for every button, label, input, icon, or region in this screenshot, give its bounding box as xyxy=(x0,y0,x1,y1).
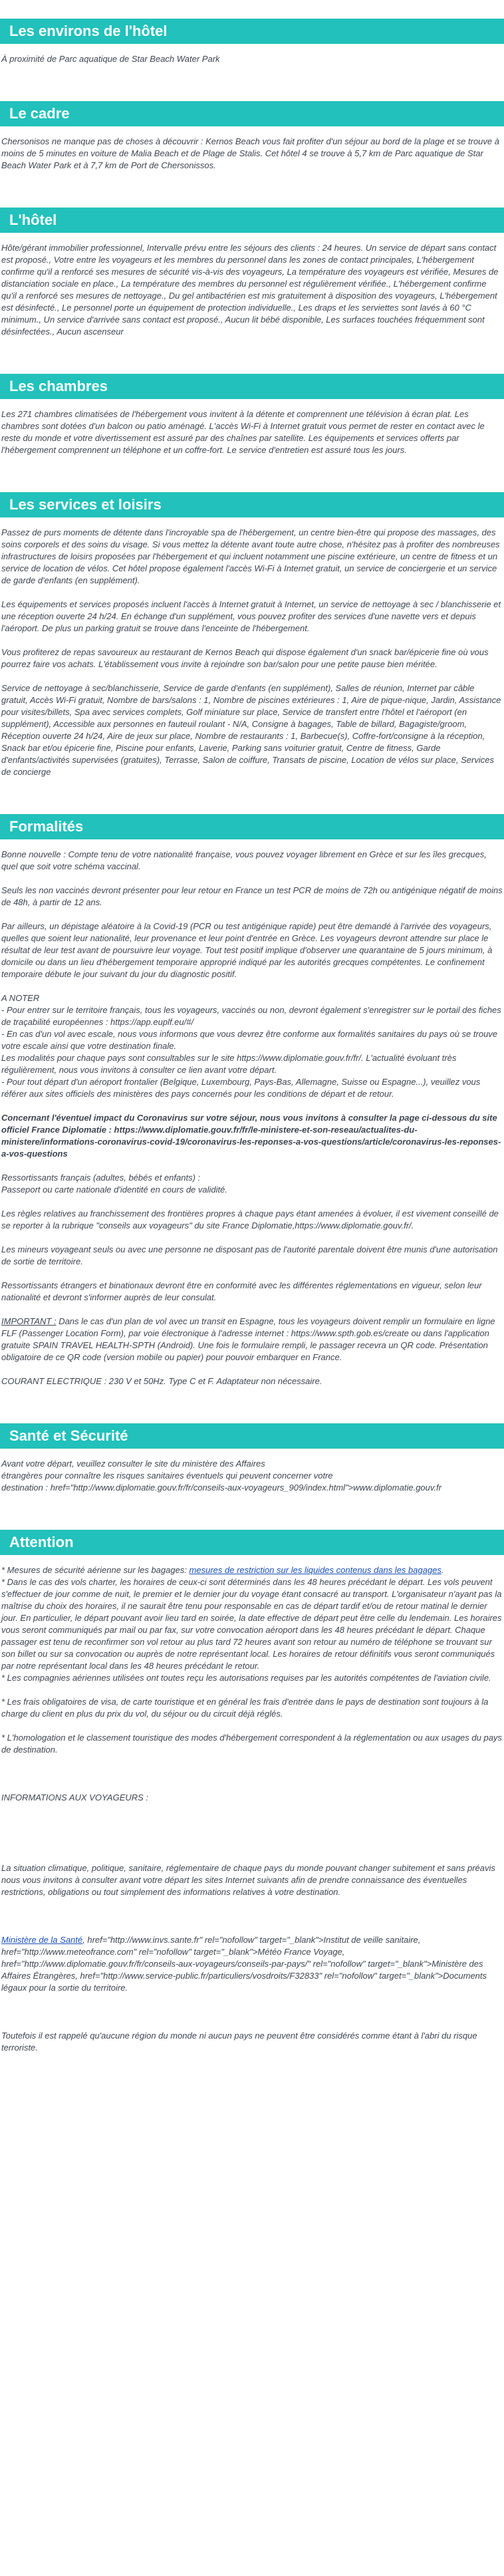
section-body-sante xyxy=(0,1458,504,1494)
services-paragraph-spa: Passez de purs moments de détente dans l'incroyable spa de l'hébergement, un centre bien-être qui propose des massages, des soins corporels et des soins du visage. Si vous mettez la détente avant toute autre chose, n'hésitez pas à profiter des nombreuses infrastructures de loisirs proposées par l'hébergement et qui incluent notamment une piscine extérieure, un centre de fitness et un service de location de vélos. Cet hôtel propose également l'accès Wi-Fi à Internet gratuit, un service de conciergerie et un service de garde d'enfants (en supplément). xyxy=(1,527,500,585)
services-paragraph-list: Service de nettoyage à sec/blanchisserie, Service de garde d'enfants (en supplément), Salles de réunion, Internet par câble gratuit, Accès Wi-Fi gratuit, Nombre de bars/salons : 1, Nombre de piscines extérieures : 1, Aire de pique-nique, Jardin, Assistance pour visites/billets, Spa avec services complets, Golf miniature sur place, Service de transfert entre l'hôtel et l'aéroport (en supplément), Accessible aux personnes en fauteuil roulant - N/A, Consigne à bagages, Table de billard, Bagagiste/groom, Réception ouverte 24 h/24, Aire de jeux sur place, Nombre de restaurants : 1, Barbecue(s), Coffre-fort/consigne à la réception, Snack bar et/ou épicerie fine, Piscine pour enfants, Laverie, Parking sans voiturier gratuit, Centre de fitness, Garde d'enfants/activités supervisées (gratuites), Terrasse, Salon de coiffure, Transats de piscine, Location de vélos sur place, Services de concierge xyxy=(1,683,501,777)
formalites-paragraph-2: Seuls les non vaccinés devront présenter pour leur retour en France un test PCR de moins de 72h ou antigénique négatif de moins de 48h, à partir de 12 ans. xyxy=(1,885,503,907)
formalites-paragraph-3: Par ailleurs, un dépistage aléatoire à la Covid-19 (PCR ou test antigénique rapide) peut être demandé à l'arrivée des voyageurs, quelles que soient leur nationalité, leur provenance et leur point d'entrée en Grèce. Les voyageurs devront attendre sur place le résultat de leur test avant de poursuivre leur voyage. Tout test positif implique d'observer une quarantaine de 5 jours minimum, à domicile ou dans un lieu d'hébergement temporaire approprié indiqué par les autorités grecques compétentes. Le confinement temporaire débute le jour suivant du jour du diagnostic positif. xyxy=(1,921,493,979)
section-title-sante: Santé et Sécurité xyxy=(0,1423,504,1449)
ministere-sante-link[interactable]: Ministère de la Santé xyxy=(1,1935,83,1945)
note-line-4: - Pour tout départ d'un aéroport frontalier (Belgique, Luxembourg, Pays-Bas, Allemagne, Suisse ou Espagne...), veuillez vous référer aux sites officiels des ministères des pays concernés pour les conditions de départ et de retour. xyxy=(1,1077,481,1099)
section-body-hotel xyxy=(0,242,504,338)
attention-paragraph-terrorisme: Toutefois il est rappelé qu'aucune région du monde ni aucun pays ne peuvent être considérés comme étant à l'abri du risque terroriste. xyxy=(1,2031,477,2053)
courant-electrique: COURANT ELECTRIQUE : 230 V et 50Hz. Type C et F. Adaptateur non nécessaire. xyxy=(1,1376,322,1386)
services-paragraph-equipements: Les équipements et services proposés incluent l'accès à Internet gratuit à Internet, un service de nettoyage à sec / blanchisserie et une réception ouverte 24 h/24. En échange d'un supplément, vous pouvez profiter des services d'une navette vers et depuis l'aéroport. De plus un parking gratuit se trouve dans l'enceinte de l'hébergement. xyxy=(1,599,501,633)
mineurs-paragraph: Les mineurs voyageant seuls ou avec une personne ne disposant pas de l'autorité parentale doivent être munis d'une autorisation de sortie de territoire. xyxy=(1,1244,498,1266)
hotel-text: Hôte/gérant immobilier professionnel, Intervalle prévu entre les séjours des clients : 24 heures. Un service de départ sans contact est proposé., Votre entre les voyageurs et les membres du personnel dans les zones de contact principales, L'hébergement confirme qu'il a renforcé ses mesures de sécurité vis-à-vis des voyageurs, La température des voyageurs est vérifiée, Mesures de distanciation sociale en place., La température des membres du personnel est régulièrement vérifiée., L'hébergement confirme qu'il a renforcé ses mesures de nettoyage., Du gel antibactérien est mis gratuitement à disposition des voyageurs, L'hébergement est désinfecté., Le personnel porte un équipement de protection individuelle., Les draps et les serviettes sont lavés à 60 °C minimum., Un service d'arrivée sans contact est proposé., Aucun lit bébé disponible, Les surfaces touchées fréquemment sont désinfectées., Aucun ascenseur xyxy=(1,243,499,337)
section-title-cadre: Le cadre xyxy=(0,101,504,126)
section-body-cadre xyxy=(0,136,504,172)
note-line-1: - Pour entrer sur le territoire français, tous les voyageurs, vaccinés ou non, devront également s'enregistrer sur le portail des fiches de traçabilité européennes : https://app.euplf.eu/#/ xyxy=(1,1005,501,1027)
etrangers-paragraph: Ressortissants étrangers et binationaux devront être en conformité avec les différentes réglementations en vigueur, selon leur nationalité et devront s'informer auprès de leur consulat. xyxy=(1,1280,482,1302)
attention-paragraph-visa: * Les frais obligatoires de visa, de carte touristique et en général les frais d'entrée dans le pays de destination sont toujours à la charge du client en plus du prix du vol, du séjour ou du circuit déjà réglés. xyxy=(1,1697,489,1719)
informations-voyageurs-title: INFORMATIONS AUX VOYAGEURS : xyxy=(1,1792,149,1802)
important-label: IMPORTANT : xyxy=(1,1316,57,1326)
coronavirus-bold-paragraph: Concernant l'éventuel impact du Coronavirus sur votre séjour, nous vous invitons à consulter la page ci-dessous du site officiel France Diplomatie : https://www.diplomatie.gouv.fr/fr/le-ministere-et-son-reseau/actualites-du-ministere/informations-coronavirus-covid-19/coronavirus-les-reponses-a-vos-questions/article/coronavirus-les-reponses-a-vos-questions xyxy=(1,1113,501,1159)
section-services xyxy=(0,492,504,778)
spacer xyxy=(1,2006,503,2030)
bagages-prefix: * Mesures de sécurité aérienne sur les bagages: xyxy=(1,1565,189,1575)
section-title-chambres: Les chambres xyxy=(0,374,504,399)
situation-line-2: nous vous invitons à consulter avant votre départ les sites Internet suivants afin de prendre connaissance des éventuelles restrictions, obligations ou tout simplement des informations relatives à votre destination. xyxy=(1,1875,467,1897)
attention-paragraph-bagages xyxy=(1,1564,503,1576)
formalites-note xyxy=(1,992,503,1100)
section-title-hotel: L'hôtel xyxy=(0,208,504,233)
sante-paragraph xyxy=(1,1458,503,1494)
section-title-formalites: Formalités xyxy=(0,814,504,839)
section-environs xyxy=(0,19,504,65)
section-body-chambres xyxy=(0,408,504,456)
attention-paragraph-charter: * Dans le cas des vols charter, les horaires de ceux-ci sont déterminés dans les 48 heures précédant le départ. Les vols peuvent s'effectuer de jour comme de nuit, le premier et le dernier jour du voyage étant consacré au transport. L'organisateur n'ayant pas la maîtrise du choix des horaires, il ne saurait être tenu pour responsable en cas de départ tardif et/ou de retour matinal le dernier jour. En particulier, le départ pouvant avoir lieu tard en soirée, la date effective de départ peut être celle du lendemain. Les horaires vous seront communiqués par mail ou par fax, sur votre convocation aéroport dans les 48 heures précédant le départ. Chaque passager est tenu de reconfirmer son vol retour au plus tard 72 heures avant son retour au numéro de téléphone se trouvant sur son billet ou sur sa convocation ou auprès de notre représentant local. Les horaires de retour définitifs vous seront communiqués par notre représentant local dans les 48 heures précédant le retour. xyxy=(1,1577,502,1671)
section-title-services: Les services et loisirs xyxy=(0,492,504,517)
section-chambres xyxy=(0,374,504,456)
regles-paragraph: Les règles relatives au franchissement des frontières propres à chaque pays étant amenées à évoluer, il est vivement conseillé de se reporter à la rubrique "conseils aux voyageurs" du site France Diplomatie,https://www.diplomatie.gouv.fr/. xyxy=(1,1209,499,1230)
cadre-text: Chersonisos ne manque pas de choses à découvrir : Kernos Beach vous fait profiter d'un séjour au bord de la plage et se trouve à moins de 5 minutes en voiture de Malia Beach et de Plage de Stalis. Cet hôtel 4 se trouve à 5,7 km de Parc aquatique de Star Beach Water Park et à 7,7 km de Port de Chersonissos. xyxy=(1,136,499,170)
section-body-services xyxy=(0,527,504,778)
sante-line-2: étrangères pour connaître les risques sanitaires éventuels qui peuvent concerner votre xyxy=(1,1471,333,1481)
situation-line-1: La situation climatique, politique, sanitaire, réglementaire de chaque pays du monde pouvant changer subitement et sans préavis xyxy=(1,1863,495,1873)
attention-paragraph-links xyxy=(1,1934,503,1994)
note-line-2: - En cas d'un vol avec escale, nous vous informons que vous devrez être conforme aux formalités sanitaires du pays où se trouve votre escale ainsi que votre destination finale. xyxy=(1,1029,498,1051)
spacer xyxy=(1,1910,503,1934)
section-attention xyxy=(0,1530,504,2054)
ressortissants-francais xyxy=(1,1172,503,1196)
sante-line-3: destination : href="http://www.diplomatie.gouv.fr/fr/conseils-aux-voyageurs_909/index.html">www.diplomatie.gouv.fr xyxy=(1,1483,441,1493)
attention-paragraph-homologation: * L'homologation et le classement touristique des modes d'hébergement correspondent à la réglementation ou aux usages du pays de destination. xyxy=(1,1733,502,1755)
section-body-environs xyxy=(0,53,504,65)
chambres-text: Les 271 chambres climatisées de l'hébergement vous invitent à la détente et comprennent une télévision à écran plat. Les chambres sont dotées d'un balcon ou patio aménagé. L'accès Wi-Fi à Internet gratuit vous permet de rester en contact avec le reste du monde et votre divertissement est assuré par des chaînes par satellite. Les équipements et services offerts par l'hébergement comprennent un téléphone et un coffre-fort. Le service d'entretien est assuré tous les jours. xyxy=(1,409,485,455)
environs-text: À proximité de Parc aquatique de Star Beach Water Park xyxy=(1,54,220,64)
liquides-restriction-link[interactable]: mesures de restriction sur les liquides contenus dans les bagages xyxy=(189,1565,441,1575)
bagages-suffix: . xyxy=(441,1565,444,1575)
section-cadre xyxy=(0,101,504,172)
section-body-attention xyxy=(0,1564,504,2054)
spacer xyxy=(1,1816,503,1862)
important-paragraph xyxy=(1,1316,503,1363)
attention-paragraph-situation xyxy=(1,1862,503,1898)
section-title-environs: Les environs de l'hôtel xyxy=(0,19,504,44)
services-paragraph-restaurant: Vous profiterez de repas savoureux au restaurant de Kernos Beach qui dispose également d'un snack bar/épicerie fine où vous pourrez faire vos achats. L'établissement vous invite à rejoindre son bar/salon pour une petite pause bien méritée. xyxy=(1,647,489,669)
section-hotel xyxy=(0,208,504,338)
note-line-3: Les modalités pour chaque pays sont consultables sur le site https://www.diplomatie.gouv.fr/fr/. L'actualité évoluant très régulièrement, nous vous invitons à consulter ce lien avant votre départ. xyxy=(1,1053,457,1075)
spacer xyxy=(1,1768,503,1792)
important-text: Dans le cas d'un plan de vol avec un transit en Espagne, tous les voyageurs doivent remplir un formulaire en ligne FLF (Passenger Location Form), par voie électronique à l'adresse internet : https://www.spth.gob.es/create ou dans l'application gratuite SPAIN TRAVEL HEALTH-SPTH (Android). Une fois le formulaire rempli, le passager recevra un QR code. Présentation obligatoire de ce QR code (version mobile ou papier) pour pouvoir embarquer en France. xyxy=(1,1316,495,1362)
section-body-formalites xyxy=(0,849,504,1387)
ressortissants-line-2: Passeport ou carte nationale d'identité en cours de validité. xyxy=(1,1185,227,1195)
section-title-attention: Attention xyxy=(0,1530,504,1555)
attention-paragraph-compagnies: * Les compagnies aériennes utilisées ont toutes reçu les autorisations requises par les autorités compétentes de l'aviation civile. xyxy=(1,1673,491,1683)
formalites-paragraph-1: Bonne nouvelle : Compte tenu de votre nationalité française, vous pouvez voyager librement en Grèce et sur les îles grecques, quel que soit votre schéma vaccinal. xyxy=(1,849,487,871)
note-title: A NOTER xyxy=(1,993,40,1003)
section-formalites xyxy=(0,814,504,1387)
section-sante xyxy=(0,1423,504,1494)
links-rest: , href="http://www.invs.sante.fr" rel="nofollow" target="_blank">Institut de veille sanitaire, href="http://www.meteofrance.com" rel="nofollow" target="_blank">Météo France Voyage, href="http://www.diplomatie.gouv.fr/fr/conseils-aux-voyageurs/conseils-par-pays/" rel="nofollow" target="_blank">Ministère des Affaires Étrangères, href="http://www.service-public.fr/particuliers/vosdroits/F32833" rel="nofollow" target="_blank">Documents légaux pour la sortie du territoire. xyxy=(1,1935,487,1993)
ressortissants-line-1: Ressortissants français (adultes, bébés et enfants) : xyxy=(1,1173,201,1183)
sante-line-1: Avant votre départ, veuillez consulter le site du ministère des Affaires xyxy=(1,1459,265,1469)
